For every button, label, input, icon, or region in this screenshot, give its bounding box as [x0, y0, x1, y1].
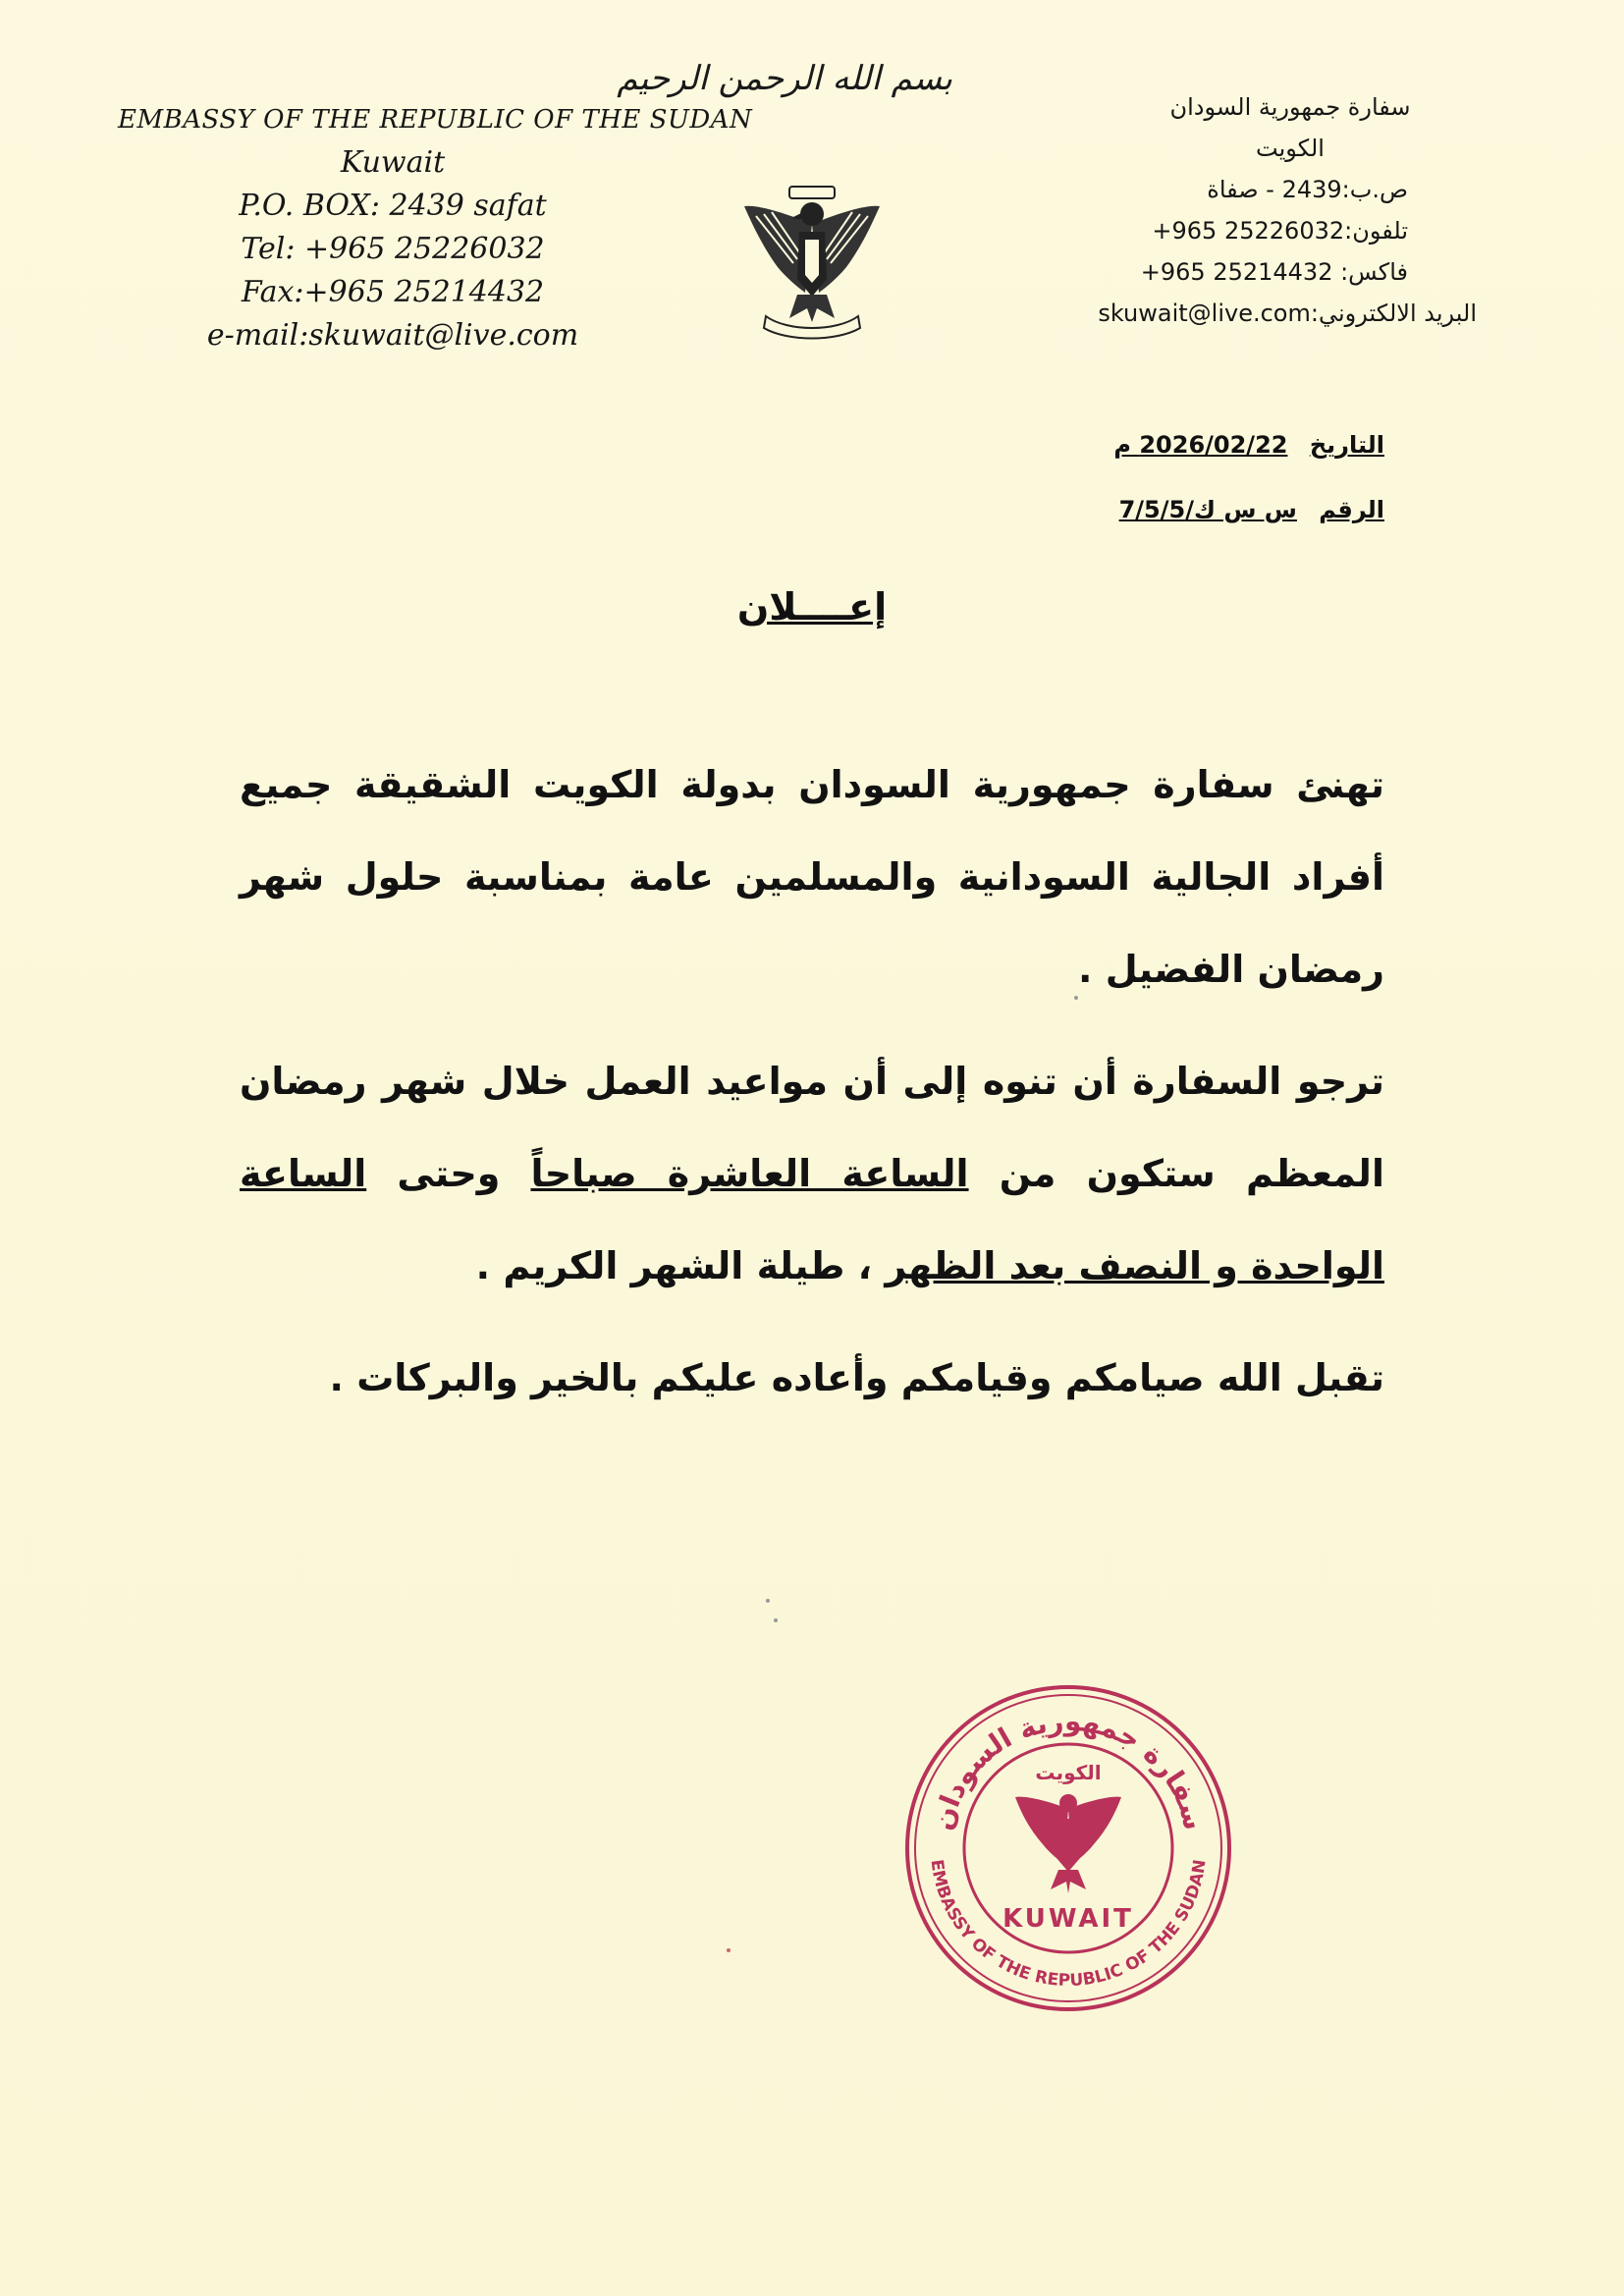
stamp-text-arabic: سفارة جمهورية السودان: [926, 1704, 1211, 1833]
tel-en: Tel: +965 25226032: [241, 232, 545, 266]
hours-end-time: الساعة الواحدة و النصف بعد الظهر: [240, 1152, 1384, 1287]
hours-start-time: الساعة العاشرة صباحاً: [530, 1152, 969, 1195]
arabic-letterhead: [986, 86, 1477, 334]
stamp-emblem-icon: [1015, 1794, 1121, 1893]
tel-ar: تلفون:25226032 965+: [1152, 217, 1408, 245]
embassy-stamp: [901, 1681, 1235, 2015]
city-ar: الكويت: [1256, 135, 1325, 162]
reference-label: الرقم: [1319, 496, 1384, 523]
scan-speck: [766, 1599, 770, 1603]
city-en: Kuwait: [340, 145, 446, 180]
date-row: [1113, 412, 1384, 477]
paragraph-working-hours: [240, 1035, 1384, 1312]
paragraph-greeting: تهنئ سفارة جمهورية السودان بدولة الكويت الشقيقة جميع أفراد الجالية السودانية والمسلمين عامة بمناسبة حلول شهر رمضان الفضيل .: [240, 763, 1384, 991]
reference-row: [1113, 477, 1384, 542]
english-letterhead: [118, 98, 753, 357]
po-box-ar: ص.ب:2439 - صفاة: [1207, 176, 1408, 203]
email-ar: البريد الالكتروني:skuwait@live.com: [1098, 300, 1477, 327]
hours-text-3: ، طيلة الشهر الكريم .: [475, 1244, 886, 1287]
stamp-text-english: EMBASSY OF THE REPUBLIC OF THE SUDAN: [926, 1858, 1211, 1992]
embassy-name-ar: سفارة جمهورية السودان: [1169, 93, 1411, 121]
email-en: e-mail:skuwait@live.com: [206, 318, 579, 353]
hours-text-1: ترجو السفارة أن تنوه إلى أن مواعيد العمل خلال شهر رمضان المعظم ستكون من: [240, 1060, 1384, 1195]
page-title: إعــــلان: [736, 585, 888, 629]
fax-ar: فاكس: 25214432 965+: [1140, 258, 1408, 286]
scan-speck: [727, 1948, 731, 1952]
announcement-body: [240, 738, 1384, 1444]
scan-speck: [774, 1618, 778, 1622]
embassy-name-en: EMBASSY OF THE REPUBLIC OF THE SUDAN: [118, 105, 753, 135]
paragraph-blessing: تقبل الله صيامكم وقيامكم وأعاده عليكم بالخير والبركات .: [329, 1356, 1384, 1399]
hours-text-2: وحتى: [366, 1152, 531, 1195]
po-box-en: P.O. BOX: 2439 safat: [239, 189, 547, 223]
stamp-city-english: KUWAIT: [1002, 1904, 1134, 1934]
sudan-emblem-icon: [738, 185, 886, 342]
reference-value: س س ك/7/5/5: [1118, 496, 1297, 523]
basmala-calligraphy: بسم الله الرحمن الرحيم: [617, 59, 952, 98]
date-value: 2026/02/22 م: [1113, 431, 1288, 459]
letter-meta: [1113, 412, 1384, 542]
scan-speck: [1074, 996, 1078, 1000]
stamp-city-arabic: الكويت: [1035, 1761, 1102, 1784]
date-label: التاريخ: [1309, 431, 1384, 459]
fax-en: Fax:+965 25214432: [241, 275, 545, 309]
